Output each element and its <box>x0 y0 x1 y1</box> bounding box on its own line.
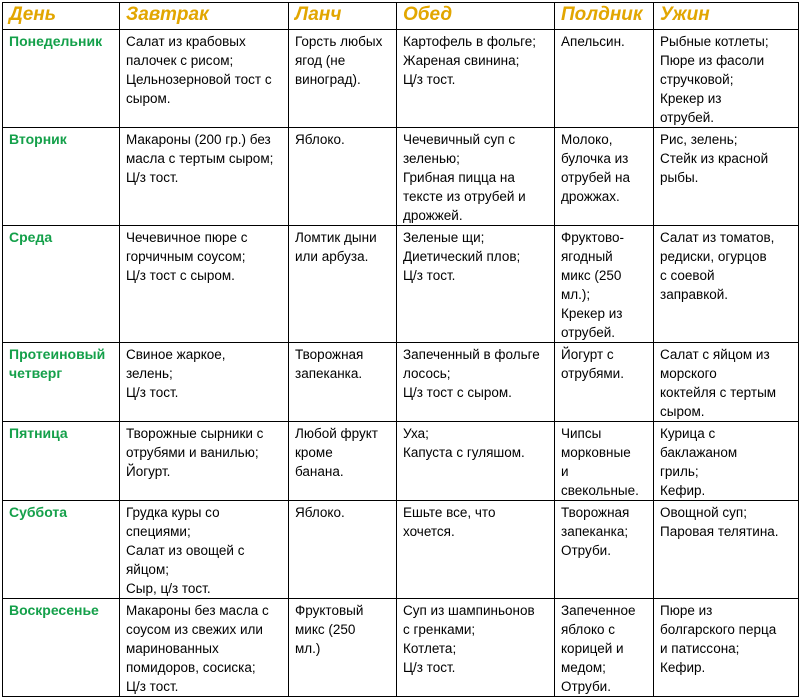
cell-line: банана. <box>295 464 344 479</box>
cell-line: Макароны (200 гр.) без <box>126 132 271 147</box>
cell-line: яблоко с <box>561 622 616 637</box>
breakfast-cell <box>120 422 289 501</box>
cell-line: ягодный <box>561 249 613 264</box>
cell-line: Грудка куры со <box>126 505 220 520</box>
cell-line: Картофель в фольге; <box>403 34 536 49</box>
header-snack: Полдник <box>555 3 654 30</box>
cell-line: Яблоко. <box>295 505 345 520</box>
day-cell: Воскресенье <box>3 599 120 697</box>
cell-line: коктейля с тертым <box>660 385 777 400</box>
cell-line: Крекер из <box>561 306 623 321</box>
cell-line: яйцом; <box>126 562 169 577</box>
dinner-cell <box>397 343 555 422</box>
cell-line: отрубями. <box>561 366 624 381</box>
lunch-cell <box>289 501 397 599</box>
cell-line: Паровая телятина. <box>660 524 779 539</box>
cell-line: Запеченное <box>561 603 636 618</box>
supper-cell <box>654 128 799 226</box>
supper-cell <box>654 501 799 599</box>
cell-line: медом; <box>561 660 606 675</box>
cell-line: Капуста с гуляшом. <box>403 445 525 460</box>
cell-line: Диетический плов; <box>403 249 521 264</box>
dinner-cell <box>397 30 555 128</box>
cell-line: Фруктовый <box>295 603 364 618</box>
cell-line: помидоров, сосиска; <box>126 660 256 675</box>
dinner-cell <box>397 501 555 599</box>
snack-cell <box>555 128 654 226</box>
cell-line: Ц/з тост. <box>126 170 179 185</box>
cell-line: палочек с рисом; <box>126 53 234 68</box>
cell-line: Ломтик дыни <box>295 230 377 245</box>
dinner-cell <box>397 422 555 501</box>
lunch-cell <box>289 343 397 422</box>
cell-line: Запеченный в фольге <box>403 347 540 362</box>
breakfast-cell <box>120 599 289 697</box>
cell-line: Стейк из красной <box>660 151 769 166</box>
table-row <box>3 128 799 226</box>
cell-line: Зеленые щи; <box>403 230 485 245</box>
cell-line: Ешьте все, что <box>403 505 496 520</box>
header-row <box>3 3 799 30</box>
cell-line: Чипсы <box>561 426 602 441</box>
cell-line: мл.) <box>295 641 321 656</box>
cell-line: микс (250 <box>561 268 622 283</box>
cell-line: Курица с <box>660 426 716 441</box>
cell-line: Творожные сырники с <box>126 426 264 441</box>
cell-line: Чечевичное пюре с <box>126 230 248 245</box>
cell-line: Апельсин. <box>561 34 625 49</box>
cell-line: дрожжей. <box>403 208 463 223</box>
cell-line: Ц/з тост. <box>403 268 456 283</box>
day-cell: Вторник <box>3 128 120 226</box>
snack-cell <box>555 501 654 599</box>
cell-line: Ц/з тост. <box>126 385 179 400</box>
cell-line: зелень; <box>126 366 173 381</box>
cell-line: соусом из свежих или <box>126 622 263 637</box>
cell-line: специями; <box>126 524 191 539</box>
breakfast-cell <box>120 30 289 128</box>
header-lunch: Ланч <box>289 3 397 30</box>
supper-cell <box>654 343 799 422</box>
supper-cell <box>654 30 799 128</box>
cell-line: Пюре из <box>660 603 713 618</box>
snack-cell <box>555 599 654 697</box>
cell-line: горчичным соусом; <box>126 249 246 264</box>
breakfast-cell <box>120 128 289 226</box>
cell-line: Чечевичный суп с <box>403 132 516 147</box>
cell-line: заправкой. <box>660 287 729 302</box>
cell-line: Свиное жаркое, <box>126 347 226 362</box>
cell-line: сыром. <box>660 404 705 419</box>
cell-line: Ц/з тост с сыром. <box>403 385 512 400</box>
cell-line: кроме <box>295 445 333 460</box>
cell-line: зеленью; <box>403 151 460 166</box>
cell-line: стручковой; <box>660 72 734 87</box>
cell-line: Ц/з тост с сыром. <box>126 268 235 283</box>
supper-cell <box>654 422 799 501</box>
snack-cell <box>555 226 654 343</box>
table-row <box>3 422 799 501</box>
cell-line: Йогурт. <box>126 464 171 479</box>
cell-line: Рыбные котлеты; <box>660 34 769 49</box>
cell-line: Творожная <box>561 505 630 520</box>
lunch-cell <box>289 30 397 128</box>
cell-line: Йогурт с <box>561 347 614 362</box>
lunch-cell <box>289 226 397 343</box>
cell-line: Овощной суп; <box>660 505 747 520</box>
cell-line: тексте из отрубей и <box>403 189 526 204</box>
cell-line: Ц/з тост. <box>403 660 456 675</box>
table-row <box>3 30 799 128</box>
cell-line: редиски, огурцов <box>660 249 767 264</box>
cell-line: Грибная пицца на <box>403 170 515 185</box>
cell-line: Цельнозерновой тост с <box>126 72 272 87</box>
cell-line: запеканка. <box>295 366 363 381</box>
day-cell: Пятница <box>3 422 120 501</box>
cell-line: Молоко, <box>561 132 613 147</box>
cell-line: Салат с яйцом из <box>660 347 770 362</box>
table-row <box>3 343 799 422</box>
cell-line: ягод (не <box>295 53 346 68</box>
table-row <box>3 501 799 599</box>
cell-line: лосось; <box>403 366 451 381</box>
cell-line: Ц/з тост. <box>403 72 456 87</box>
cell-line: Фруктово- <box>561 230 624 245</box>
cell-line: Отруби. <box>561 543 611 558</box>
cell-line: Кефир. <box>660 660 706 675</box>
breakfast-cell <box>120 501 289 599</box>
cell-line: Ц/з тост. <box>126 679 179 694</box>
header-day: День <box>3 3 120 30</box>
cell-line: гриль; <box>660 464 699 479</box>
lunch-cell <box>289 599 397 697</box>
cell-line: Творожная <box>295 347 364 362</box>
cell-line: Яблоко. <box>295 132 345 147</box>
meal-plan-table <box>2 2 799 697</box>
cell-line: сыром. <box>126 91 171 106</box>
day-cell: Суббота <box>3 501 120 599</box>
cell-line: отрубей на <box>561 170 630 185</box>
cell-line: масла с тертым сыром; <box>126 151 274 166</box>
cell-line: булочка из <box>561 151 629 166</box>
cell-line: Рис, зелень; <box>660 132 738 147</box>
cell-line: Любой фрукт <box>295 426 378 441</box>
cell-line: запеканка; <box>561 524 629 539</box>
dinner-cell <box>397 599 555 697</box>
cell-line: Жареная свинина; <box>403 53 520 68</box>
cell-line: Кефир. <box>660 483 706 498</box>
cell-line: маринованных <box>126 641 219 656</box>
cell-line: микс (250 <box>295 622 356 637</box>
cell-line: отрубей. <box>561 325 616 340</box>
cell-line: морского <box>660 366 717 381</box>
lunch-cell <box>289 422 397 501</box>
breakfast-cell <box>120 226 289 343</box>
cell-line: с гренками; <box>403 622 476 637</box>
cell-line: рыбы. <box>660 170 699 185</box>
day-cell: Понедельник <box>3 30 120 128</box>
cell-line: Салат из овощей с <box>126 543 245 558</box>
cell-line: и патиссона; <box>660 641 740 656</box>
supper-cell <box>654 599 799 697</box>
supper-cell <box>654 226 799 343</box>
header-dinner: Обед <box>397 3 555 30</box>
cell-line: или арбуза. <box>295 249 369 264</box>
cell-line: дрожжах. <box>561 189 620 204</box>
cell-line: мл.); <box>561 287 591 302</box>
cell-line: Салат из томатов, <box>660 230 775 245</box>
cell-line: Котлета; <box>403 641 457 656</box>
header-supper: Ужин <box>654 3 799 30</box>
header-breakfast: Завтрак <box>120 3 289 30</box>
cell-line: болгарского перца <box>660 622 777 637</box>
cell-line: Горсть любых <box>295 34 383 49</box>
snack-cell <box>555 343 654 422</box>
lunch-cell <box>289 128 397 226</box>
day-cell: Протеиновый четверг <box>3 343 120 422</box>
cell-line: с соевой <box>660 268 715 283</box>
breakfast-cell <box>120 343 289 422</box>
cell-line: виноград). <box>295 72 361 87</box>
cell-line: корицей и <box>561 641 624 656</box>
cell-line: Сыр, ц/з тост. <box>126 581 211 596</box>
cell-line: Пюре из фасоли <box>660 53 765 68</box>
cell-line: хочется. <box>403 524 455 539</box>
cell-line: Крекер из <box>660 91 722 106</box>
cell-line: баклажаном <box>660 445 738 460</box>
day-cell: Среда <box>3 226 120 343</box>
dinner-cell <box>397 226 555 343</box>
cell-line: и <box>561 464 569 479</box>
cell-line: отрубями и ванилью; <box>126 445 259 460</box>
cell-line: Отруби. <box>561 679 611 694</box>
snack-cell <box>555 422 654 501</box>
table-row <box>3 599 799 697</box>
cell-line: свекольные. <box>561 483 639 498</box>
cell-line: отрубей. <box>660 110 715 125</box>
cell-line: Уха; <box>403 426 429 441</box>
cell-line: Макароны без масла с <box>126 603 269 618</box>
dinner-cell <box>397 128 555 226</box>
snack-cell <box>555 30 654 128</box>
cell-line: Салат из крабовых <box>126 34 246 49</box>
cell-line: морковные <box>561 445 631 460</box>
cell-line: Суп из шампиньонов <box>403 603 535 618</box>
table-row <box>3 226 799 343</box>
